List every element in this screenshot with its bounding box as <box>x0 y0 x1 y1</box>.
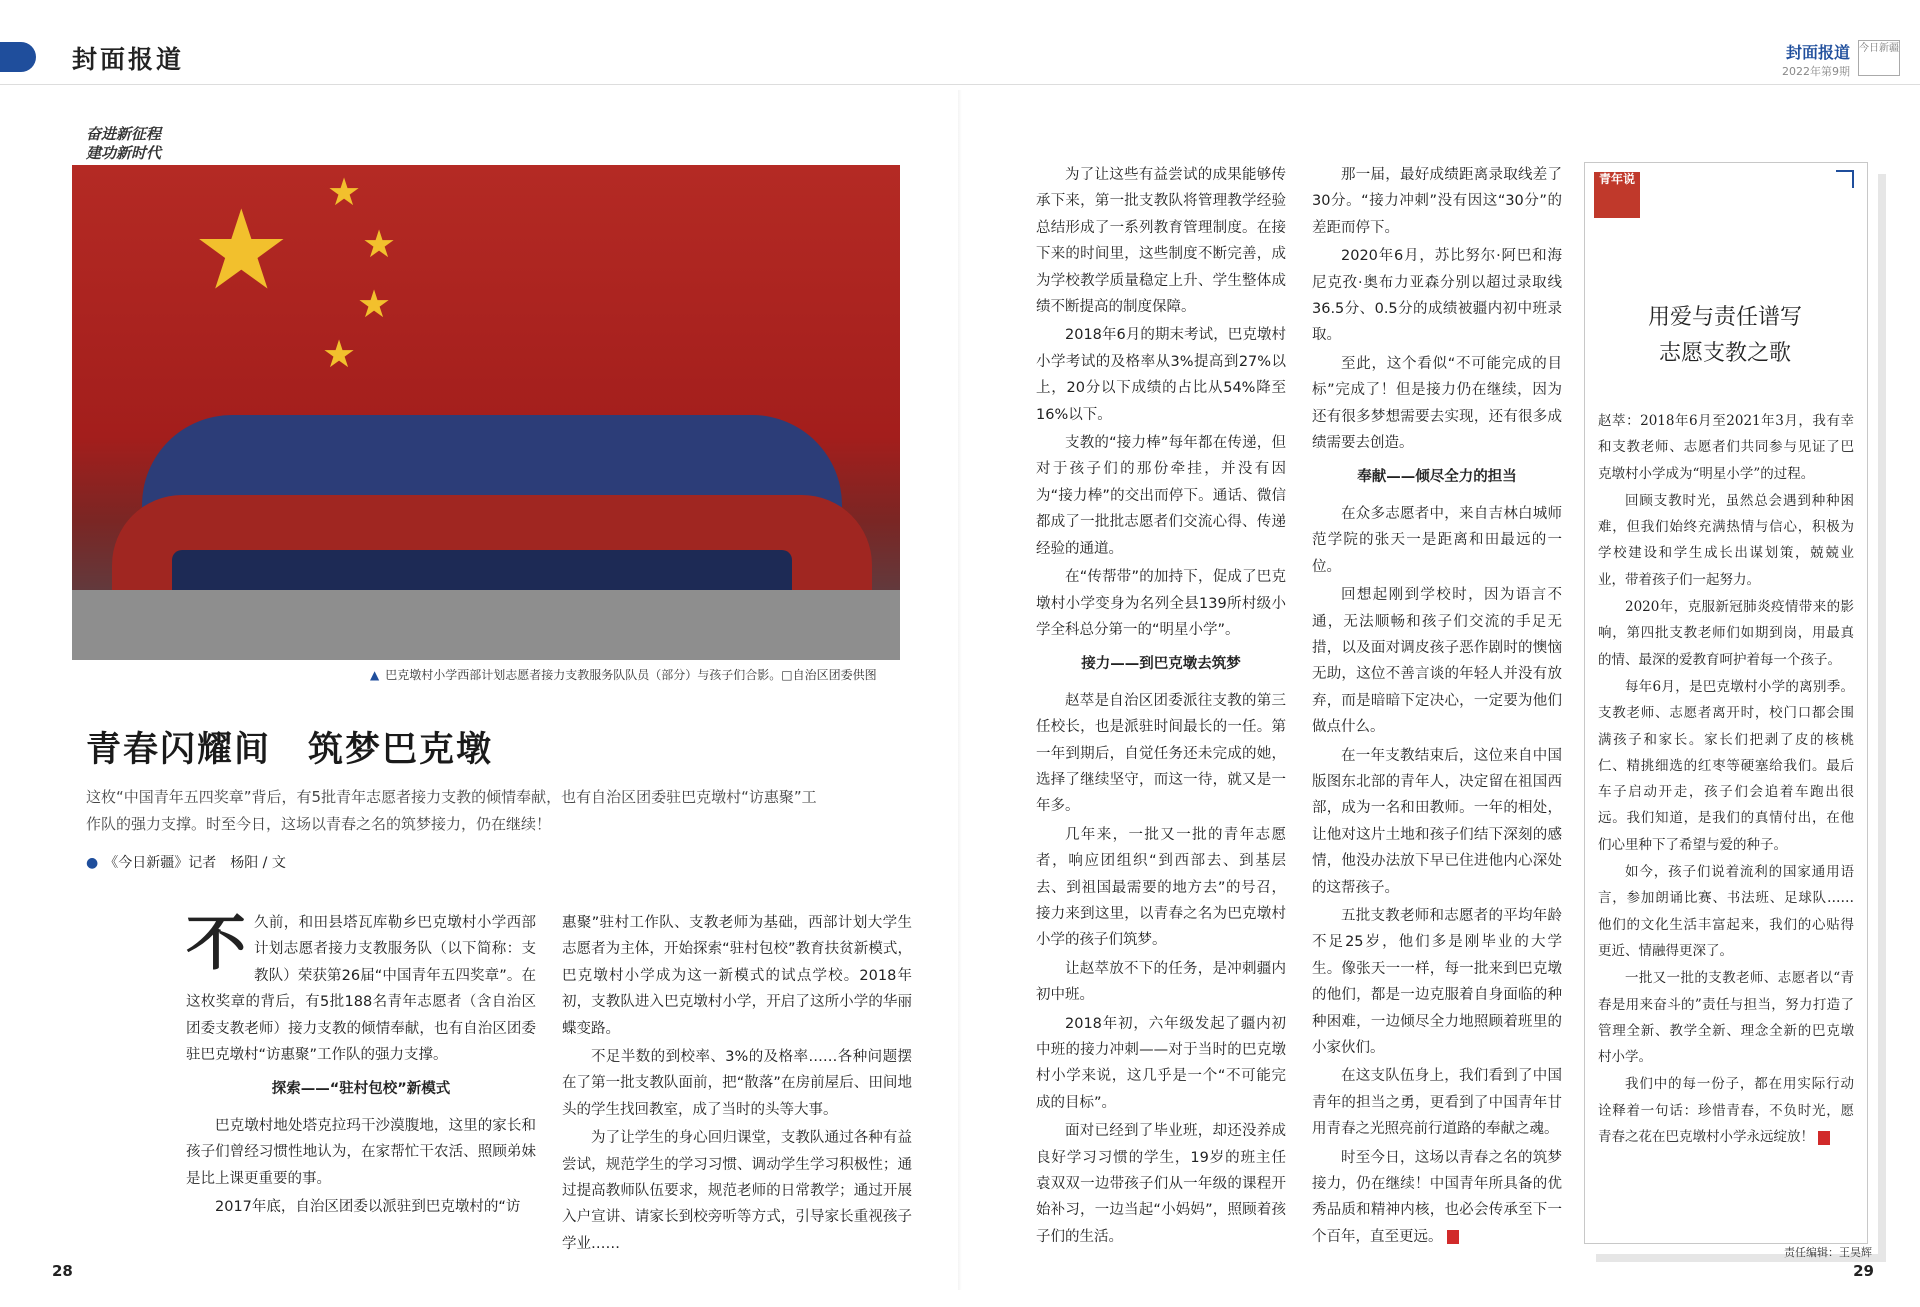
caption-triangle-icon: ▲ <box>370 668 380 682</box>
flag-star-small-1: ★ <box>327 170 362 214</box>
photo-caption <box>370 666 877 683</box>
body-column-1 <box>186 910 536 1222</box>
flag-star-small-2: ★ <box>362 222 397 266</box>
sidebar-paragraph-text: 我们中的每一份子，都在用实际行动诠释着一句话：珍惜青春，不负时光，愿青春之花在巴克墩村小学永远绽放！ <box>1598 1076 1854 1146</box>
paragraph <box>186 910 536 1068</box>
paragraph: 惠聚”驻村工作队、支教老师为基础，西部计划大学生志愿者为主体，开始探索“驻村包校”教育扶贫新模式，巴克墩村小学成为这一新模式的试点学校。2018年初，支教队进入巴克墩村小学，开启了这所小学的华丽蝶变路。 <box>562 915 912 1037</box>
paragraph: 2018年初，六年级发起了疆内初中班的接力冲刺——对于当时的巴克墩村小学来说，这几乎是一个“不可能完成的目标”。 <box>1036 1015 1286 1111</box>
header-issue: 2022年第9期 <box>1782 65 1850 78</box>
sidebar-paragraph: 每年6月，是巴克墩村小学的离别季。支教老师、志愿者离开时，校门口都会围满孩子和家长。家长们把剥了皮的核桃仁、精挑细选的红枣等硬塞给我们。最后车子启动开走，孩子们会追着车跑出很远。我们知道，是我们的真情付出，在他们心里种下了希望与爱的种子。 <box>1598 678 1854 853</box>
section-tab-marker <box>0 42 36 72</box>
paragraph: 面对已经到了毕业班，却还没养成良好学习习惯的学生，19岁的班主任袁双双一边带孩子们从一年级的课程开始补习，一边当起“小妈妈”，照顾着孩子们的生活。 <box>1036 1123 1286 1245</box>
paragraph <box>1312 1145 1562 1251</box>
paragraph: 为了让学生的身心回归课堂，支教队通过各种有益尝试，规范学生的学习习惯、调动学生学习积极性；通过提高教师队伍要求，规范老师的日常教学；通过开展入户宣讲、请家长到校旁听等方式，引导家长重视孩子学业…… <box>562 1130 912 1252</box>
sidebar-paragraph: 回顾支教时光，虽然总会遇到种种困难，但我们始终充满热情与信心，积极为学校建设和学生成长出谋划策，兢兢业业，带着孩子们一起努力。 <box>1598 492 1854 588</box>
byline <box>86 852 286 872</box>
magazine-logo: 今日新疆 <box>1858 40 1900 76</box>
sidebar-paragraph: 赵萃：2018年6月至2021年3月，我有幸和支教老师、志愿者们共同参与见证了巴克墩村小学成为“明星小学”的过程。 <box>1598 413 1854 482</box>
body-column-4 <box>1312 162 1562 1252</box>
sidebar-title <box>1584 300 1866 372</box>
section-title: 封面报道 <box>72 45 185 74</box>
paragraph: 在众多志愿者中，来自吉林白城师范学院的张天一是距离和田最远的一位。 <box>1312 505 1562 575</box>
subhead: 奉献——倾尽全力的担当 <box>1357 469 1517 486</box>
byline-dot-icon: ● <box>86 855 99 871</box>
subhead: 接力——到巴克墩去筑梦 <box>1081 656 1241 673</box>
group-photo <box>72 165 900 660</box>
header-right-name: 封面报道 <box>1785 43 1850 62</box>
sidebar-title-line-1: 用爱与责任谱写 <box>1647 305 1802 330</box>
paragraph: 几年来，一批又一批的青年志愿者，响应团组织“到西部去、到基层去、到祖国最需要的地方去”的号召，接力来到这里，以青春之名为巴克墩村小学的孩子们筑梦。 <box>1036 826 1286 949</box>
paragraph: 为了让这些有益尝试的成果能够传承下来，第一批支教队将管理教学经验总结形成了一系列教育管理制度。在接下来的时间里，这些制度不断完善，成为学校教学质量稳定上升、学生整体成绩不断提高的制度保障。 <box>1036 167 1286 316</box>
paragraph: 在一年支教结束后，这位来自中国版图东北部的青年人，决定留在祖国西部，成为一名和田教师。一年的相处，让他对这片土地和孩子们结下深刻的感情，他没办法放下早已住进他内心深处的这帮孩子。 <box>1312 747 1562 896</box>
paragraph: 至此，这个看似“不可能完成的目标”完成了！但是接力仍在继续，因为还有很多梦想需要去实现，还有很多成绩需要去创造。 <box>1312 355 1562 452</box>
paragraph: 不足半数的到校率、3%的及格率……各种问题摆在了第一批支教队面前，把“散落”在房前屋后、田间地头的学生找回教室，成了当时的头等大事。 <box>562 1049 912 1118</box>
sidebar-paragraph: 如今，孩子们说着流利的国家通用语言，参加朗诵比赛、书法班、足球队……他们的文化生活丰富起来，我们的心贴得更近、情融得更深了。 <box>1598 864 1854 959</box>
paragraph: 支教的“接力棒”每年都在传递，但对于孩子们的那份牵挂，并没有因为“接力棒”的交出而停下。通话、微信都成了一批批志愿者们交流心得、传递经验的通道。 <box>1036 435 1286 557</box>
paragraph: 2018年6月的期末考试，巴克墩村小学考试的及格率从3%提高到27%以上，20分以下成绩的占比从54%降至16%以下。 <box>1036 327 1286 423</box>
slogan <box>86 125 161 163</box>
body-column-2 <box>562 910 912 1259</box>
header-rule <box>0 84 1920 85</box>
caption-text: 巴克墩村小学西部计划志愿者接力支教服务队队员（部分）与孩子们合影。□自治区团委供图 <box>385 668 877 682</box>
paragraph: 巴克墩村地处塔克拉玛干沙漠腹地，这里的家长和孩子们曾经习惯性地认为，在家帮忙干农活、照顾弟妹是比上课更重要的事。 <box>186 1117 536 1187</box>
paragraph-text: 久前，和田县塔瓦库勒乡巴克墩村小学西部计划志愿者接力支教服务队（以下简称：支教队）荣获第26届“中国青年五四奖章”。在这枚奖章的背后，有5批188名青年志愿者（含自治区团委支教老师）接力支教的倾情奉献，也有自治区团委驻巴克墩村“访惠聚”工作队的强力支撑。 <box>186 915 536 1064</box>
page-number-left: 28 <box>52 1262 73 1280</box>
paragraph: 赵萃是自治区团委派往支教的第三任校长，也是派驻时间最长的一任。第一年到期后，自觉任务还未完成的她，选择了继续坚守，而这一待，就又是一年多。 <box>1036 692 1286 815</box>
sidebar-body <box>1598 408 1854 1151</box>
responsible-editor: 责任编辑：王昊辉 <box>1784 1246 1872 1259</box>
sidebar-paragraph: 一批又一批的支教老师、志愿者以“青春是用来奋斗的”责任与担当，努力打造了管理全新、教学全新、理念全新的巴克墩村小学。 <box>1598 970 1854 1066</box>
paragraph: 回想起刚到学校时，因为语言不通，无法顺畅和孩子们交流的手足无措，以及面对调皮孩子恶作剧时的懊恼无助，这位不善言谈的年轻人并没有放弃，而是暗暗下定决心，一定要为他们做点什么。 <box>1312 587 1562 736</box>
sidebar-corner-icon <box>1836 170 1854 188</box>
lede: 这枚“中国青年五四奖章”背后，有5批青年志愿者接力支教的倾情奉献，也有自治区团委驻巴克墩村“访惠聚”工作队的强力支撑。时至今日，这场以青春之名的筑梦接力，仍在继续！ <box>86 788 817 833</box>
sidebar-end-mark-icon: J <box>1818 1131 1830 1145</box>
paragraph: 在这支队伍身上，我们看到了中国青年的担当之勇，更看到了中国青年甘用青春之光照亮前行道路的奉献之魂。 <box>1312 1068 1562 1138</box>
headline: 青春闪耀间 筑梦巴克墩 <box>86 730 494 770</box>
page-number-right: 29 <box>1853 1262 1874 1280</box>
byline-text: 《今日新疆》记者 杨阳 / 文 <box>104 855 286 871</box>
sidebar-paragraph: 2020年，克服新冠肺炎疫情带来的影响，第四批支教老师们如期到岗，用最真的情、最深的爱教育呵护着每一个孩子。 <box>1598 599 1854 668</box>
page-gutter <box>958 90 962 1290</box>
flag-star-small-3: ★ <box>357 282 392 326</box>
drop-cap: 不 <box>186 909 246 979</box>
slogan-line-1: 奋进新征程 <box>86 125 162 143</box>
subhead: 探索——“驻村包校”新模式 <box>271 1081 451 1098</box>
body-column-3 <box>1036 162 1286 1252</box>
flag-star-large: ★ <box>192 186 291 314</box>
paragraph: 五批支教老师和志愿者的平均年龄不足25岁，他们多是刚毕业的大学生。像张天一一样，每一批来到巴克墩的他们，都是一边克服着自身面临的种种困难，一边倾尽全力地照顾着班里的小家伙们。 <box>1312 907 1562 1056</box>
paragraph: 2020年6月，苏比努尔·阿巴和海尼克孜·奥布力亚森分别以超过录取线36.5分、0.5分的成绩被疆内初中班录取。 <box>1312 248 1562 344</box>
header-right <box>1782 40 1850 79</box>
sidebar-badge: 青年说 <box>1594 172 1640 218</box>
end-mark-icon: J <box>1447 1230 1459 1244</box>
flag-star-small-4: ★ <box>322 332 357 376</box>
paragraph-text: 时至今日，这场以青春之名的筑梦接力，仍在继续！中国青年所具备的优秀品质和精神内核，也必会传承至下一个百年，直至更远。 <box>1312 1149 1562 1245</box>
paragraph: 那一届，最好成绩距离录取线差了30分。“接力冲刺”没有因这“30分”的差距而停下。 <box>1312 167 1562 236</box>
paragraph: 让赵萃放不下的任务，是冲刺疆内初中班。 <box>1036 960 1286 1004</box>
paragraph: 在“传帮带”的加持下，促成了巴克墩村小学变身为名列全县139所村级小学全科总分第一的“明星小学”。 <box>1036 569 1286 638</box>
sidebar-paragraph <box>1598 1071 1854 1150</box>
paragraph: 2017年底，自治区团委以派驻到巴克墩村的“访 <box>215 1199 521 1216</box>
slogan-line-2: 建功新时代 <box>86 144 162 162</box>
sidebar-title-line-2: 志愿支教之歌 <box>1658 341 1791 366</box>
ground <box>72 590 900 660</box>
